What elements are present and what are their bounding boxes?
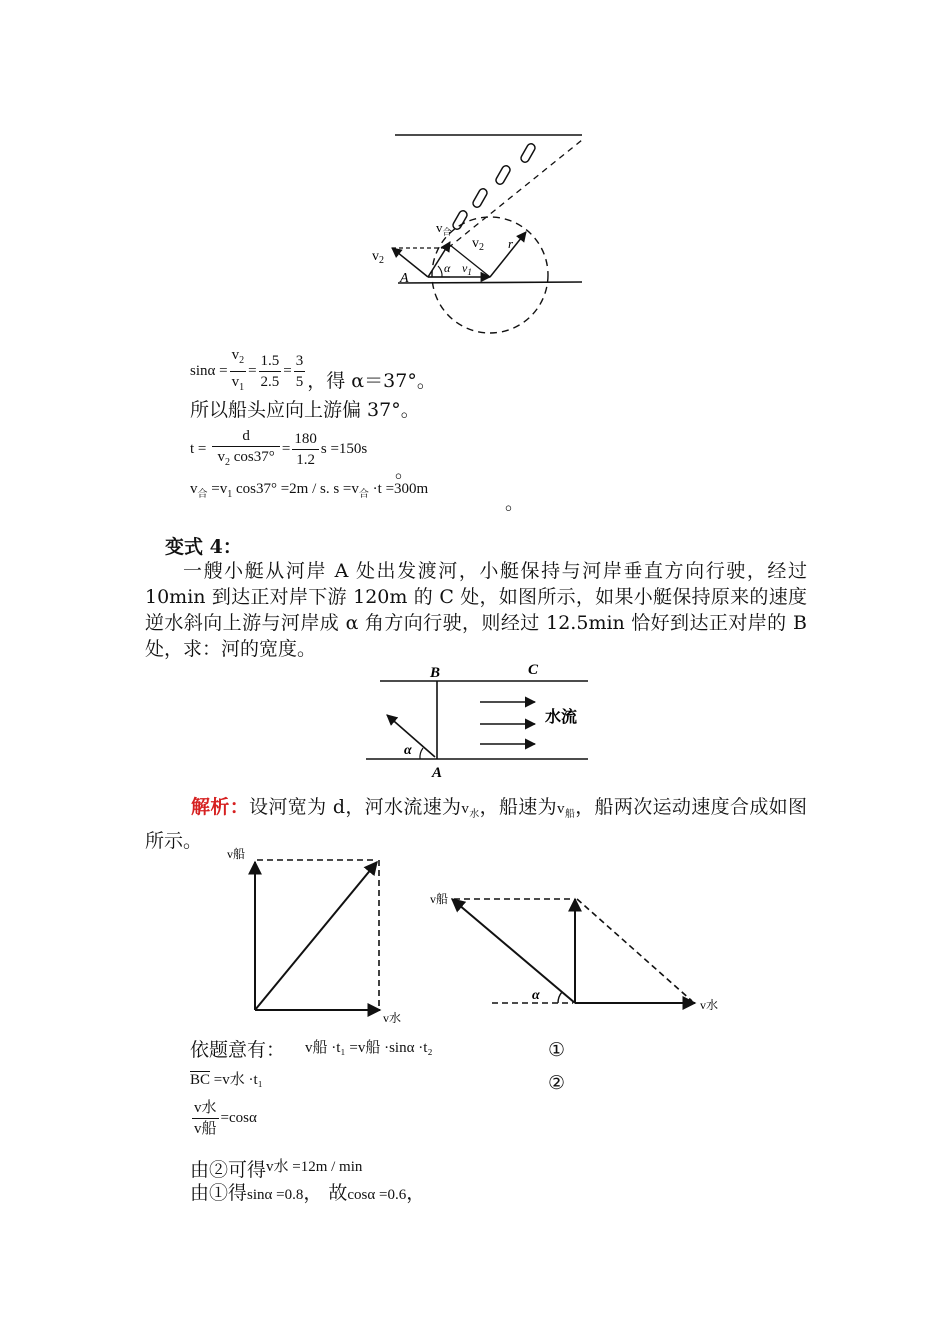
eq-2: $\overline{BC} =v$水 ·t₁	[190, 1072, 263, 1088]
result-2: 由①得sinα =0.8， 故cosα =0.6，	[190, 1182, 426, 1204]
v-boat-label: v船	[227, 847, 246, 861]
v-boat-label: v船	[430, 892, 449, 906]
alpha-label: α	[532, 988, 540, 1003]
figure-3-diagram	[215, 847, 415, 1030]
eq-2-mark: ②	[548, 1072, 566, 1094]
alpha-label: α	[444, 261, 451, 275]
figure-1-diagram	[350, 120, 590, 340]
alpha-arc	[558, 992, 562, 1003]
eq-1: v船 ·t₁ =v船 ·sinα ·t₂	[305, 1040, 433, 1056]
label-c: C	[528, 662, 539, 678]
equation-time-period: 。	[395, 460, 415, 482]
result-1: 由②可得$^{v水 =12m / min}$	[190, 1159, 363, 1181]
variant-title: 变式 4：	[165, 536, 242, 558]
v-water-label: v水	[700, 998, 719, 1012]
v-boat-vector	[452, 899, 575, 1003]
equation-time: t = $\frac{d}{v_2 \cos 37^\circ}$ = $\frac{180}{1.2}$ s =150s	[190, 428, 368, 468]
v-he-label: $v_合$	[436, 220, 452, 237]
eq-1-mark: ①	[548, 1039, 566, 1061]
v2-left-label: $v_2$	[372, 249, 384, 266]
dashed-right	[577, 899, 692, 1001]
alpha-arc	[420, 748, 423, 759]
upstream-conclusion: 所以船头应向上游偏 37°。	[190, 399, 420, 421]
alpha-arc	[438, 266, 442, 277]
dashed-diagonal	[448, 140, 582, 248]
solution-paragraph: 解析：设河宽为 d，河水流速为$v_水$，船速为$v_船$，船两次运动速度合成如图所示。	[145, 796, 808, 852]
variant-problem: 一艘小艇从河岸 A 处出发渡河，小艇保持与河岸垂直方向行驶，经过 10min 到达正对岸下游 120m 的 C 处，如图所示，如果小艇保持原来的速度逆水斜向上游与河岸成 α 角方向行驶，则经过 12.5min 恰好到达正对岸的 B 处，求：河的宽度。	[145, 560, 807, 660]
v2-right-label: $v_2$	[472, 236, 484, 253]
v1-label: $v_1$	[462, 261, 472, 277]
v2-arrow-left	[392, 248, 428, 277]
figure-2-diagram	[360, 660, 600, 780]
figure-4-diagram	[430, 885, 730, 1025]
r-label: r	[508, 236, 514, 251]
resultant-vector	[255, 862, 377, 1010]
equation-distance: $v_合 =v_1$ cos37° =2m / s. $s =v_合 \cdot t =300m$	[190, 481, 429, 500]
equation-sin-alpha: sinα = $\frac{v_2}{v_1}$ = $\frac{1.5}{2.5}$ = $\frac{3}{5}$ ，得 α＝37°。	[190, 347, 436, 393]
equation-distance-period: 。	[505, 492, 525, 514]
point-a-label: A	[400, 271, 409, 286]
label-b: B	[430, 665, 441, 681]
label-alpha: α	[404, 743, 412, 758]
label-flow: 水流	[545, 707, 578, 726]
label-a: A	[432, 765, 443, 781]
eq-intro: 依题意有：	[190, 1039, 286, 1061]
eq-3: $\frac{\text{v水}}{\text{v船}}$ =cosα	[194, 1100, 257, 1137]
near-bank-line	[398, 282, 582, 283]
v-water-label: v水	[383, 1011, 402, 1025]
